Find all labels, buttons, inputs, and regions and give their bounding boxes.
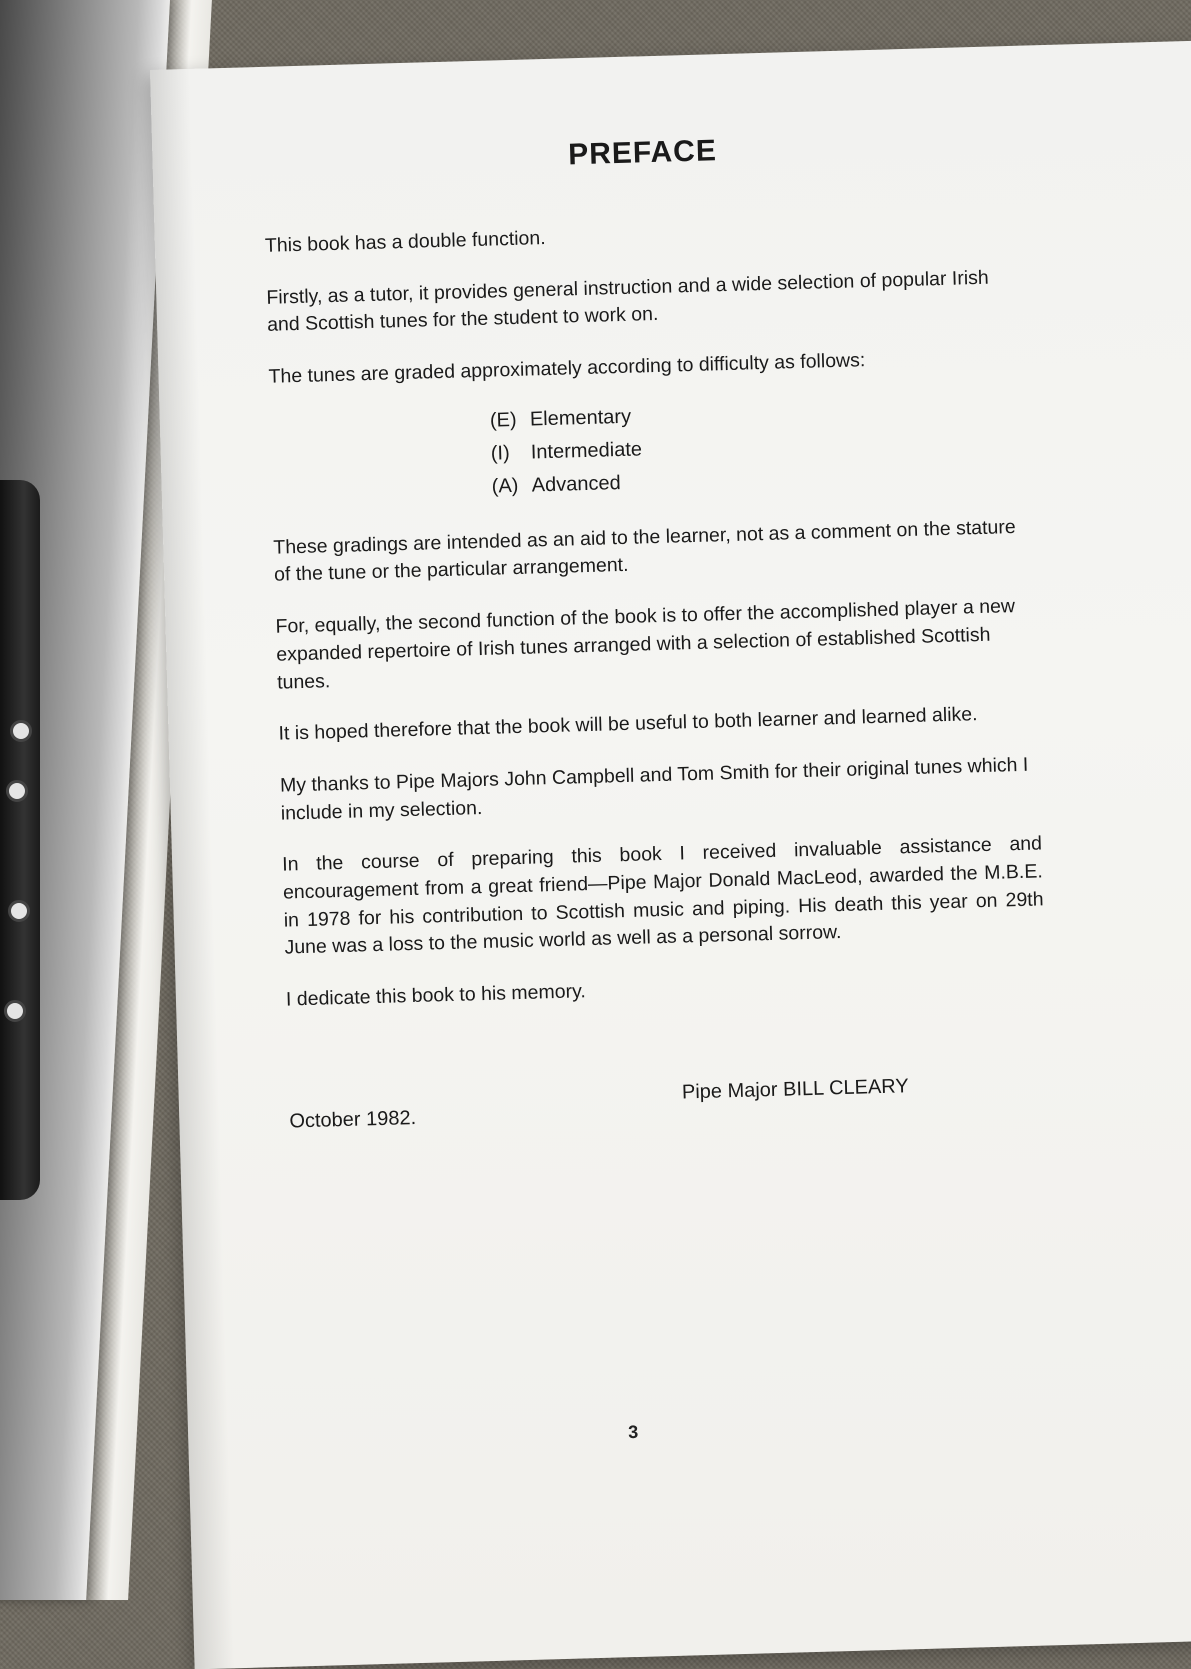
- grade-list: [490, 394, 1032, 498]
- paragraph-intro: This book has a double function.: [264, 227, 546, 257]
- grade-item-intermediate: [491, 427, 1031, 465]
- grade-code: (E): [489, 408, 517, 432]
- preface-content: [262, 126, 1050, 1173]
- page-number: 3: [627, 1421, 639, 1443]
- paragraph-dedication: I dedicate this book to his memory.: [285, 980, 587, 1011]
- grade-label: Elementary: [529, 405, 632, 431]
- paragraph-second-function: For, equally, the second function of the book is to offer the accomplished player a new expanded repertoire of Irish tunes arranged with a selection of established Scottish tunes.: [275, 595, 1016, 694]
- closing-block: [289, 1071, 1051, 1172]
- paragraph-grading-intro: The tunes are graded approximately according to difficulty as follows:: [268, 349, 866, 388]
- grade-item-elementary: [490, 394, 1030, 432]
- preface-page: [150, 39, 1191, 1669]
- grade-code: (I): [490, 441, 511, 465]
- bagpipe-photo: [0, 480, 40, 1200]
- pipe-ring-icon: [8, 900, 30, 922]
- paragraph-hope: It is hoped therefore that the book will be useful to both learner and learned alike.: [278, 703, 978, 745]
- grade-label: Advanced: [531, 471, 621, 497]
- pipe-ring-icon: [4, 1000, 26, 1022]
- pipe-ring-icon: [10, 720, 32, 742]
- page-title: PREFACE: [567, 134, 718, 172]
- grade-item-advanced: [491, 460, 1031, 498]
- paragraph-gradings-note: These gradings are intended as an aid to the learner, not as a comment on the stature of the tune or the particular arrangement.: [273, 515, 1016, 587]
- grade-code: (A): [491, 474, 519, 498]
- grade-label: Intermediate: [530, 438, 643, 464]
- author-signature: Pipe Major BILL CLEARY: [681, 1074, 909, 1104]
- paragraph-thanks: My thanks to Pipe Majors John Campbell and Tom Smith for their original tunes which I include in my selection.: [279, 753, 1029, 825]
- paragraph-tutor: Firstly, as a tutor, it provides general instruction and a wide selection of popular Irish and Scottish tunes for the student to work on.: [266, 266, 990, 337]
- pipe-ring-icon: [6, 780, 28, 802]
- preface-date: October 1982.: [289, 1106, 417, 1133]
- paragraph-acknowledgement: In the course of preparing this book I received invaluable assistance and encouragement from a great friend—Pipe Major Donald MacLeod, awarded the M.B.E. in 1978 for his contribution to Scottish music and piping. His death this year on 29th June was a loss to the music world as well as a personal sorrow.: [281, 832, 1044, 959]
